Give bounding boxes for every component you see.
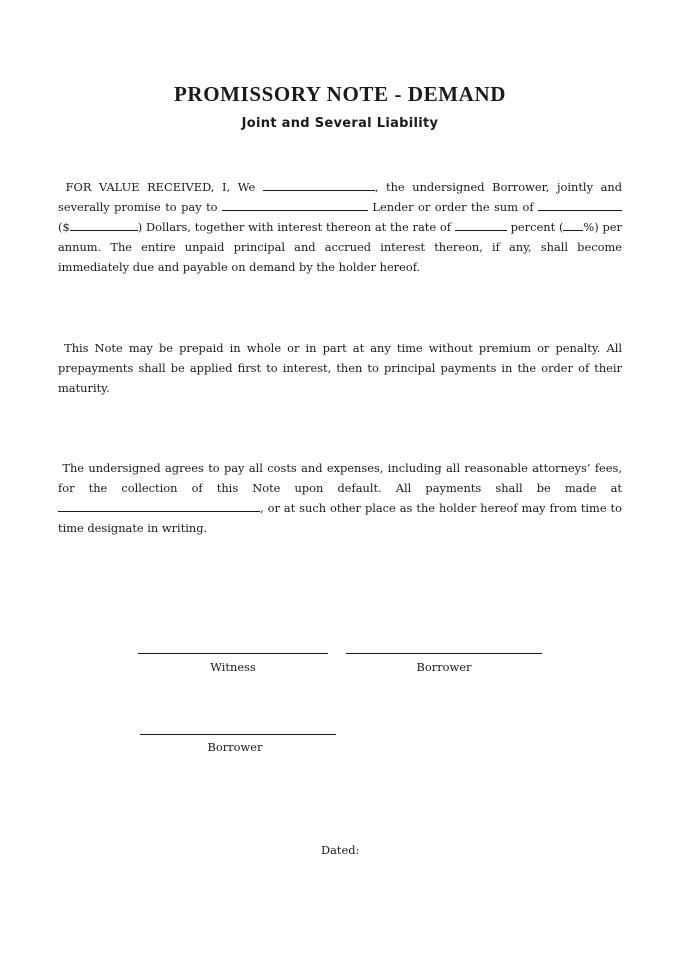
borrower-label-1: Borrower <box>416 660 472 674</box>
para1-text-4: ($ <box>58 220 70 234</box>
interest-percent-blank[interactable] <box>563 217 583 231</box>
paragraph-value-received <box>58 177 622 277</box>
sum-amount-blank[interactable] <box>70 217 138 231</box>
para1-text-3: Lender or order the sum of <box>372 200 534 214</box>
para3-text-1: The undersigned agrees to pay all costs and expenses, including all reasonable attorneys’ fees, for the collection of this Note upon default. All payments shall be made at <box>58 461 622 495</box>
para1-text-5: ) Dollars, together with interest thereon at the rate of <box>137 220 451 234</box>
paragraph-costs <box>58 458 622 538</box>
borrower-name-blank[interactable] <box>263 177 375 191</box>
borrower-signature-line-2[interactable] <box>140 734 336 735</box>
sum-words-blank[interactable] <box>538 197 622 211</box>
para1-text-6: percent ( <box>510 220 564 234</box>
para1-text-7: %) per annum. The entire unpaid principal and accrued interest thereon, if any, shall become immediately due and payable on demand by the holder hereof. <box>58 220 622 274</box>
paragraph-prepayment <box>58 338 622 398</box>
para2-text: This Note may be prepaid in whole or in part at any time without premium or penalty. All prepayments shall be applied first to interest, then to principal payments in the order of their maturity. <box>58 341 622 395</box>
para1-text-1: FOR VALUE RECEIVED, I, We <box>65 180 256 194</box>
para3-text-2: , or at such other place as the holder hereof may from time to time designate in writing. <box>58 501 622 535</box>
payment-place-blank[interactable] <box>58 498 260 512</box>
document-title: PROMISSORY NOTE - DEMAND <box>174 82 506 106</box>
para1-text-2: , the undersigned Borrower, jointly and severally promise to pay to <box>58 180 623 214</box>
borrower-signature-line-1[interactable] <box>346 653 542 654</box>
borrower-label-2: Borrower <box>207 740 263 754</box>
document-subtitle: Joint and Several Liability <box>241 116 439 131</box>
witness-signature-line[interactable] <box>138 653 328 654</box>
interest-rate-blank[interactable] <box>455 217 507 231</box>
witness-label: Witness <box>210 660 256 674</box>
dated-label: Dated: <box>321 843 360 857</box>
lender-name-blank[interactable] <box>222 197 368 211</box>
